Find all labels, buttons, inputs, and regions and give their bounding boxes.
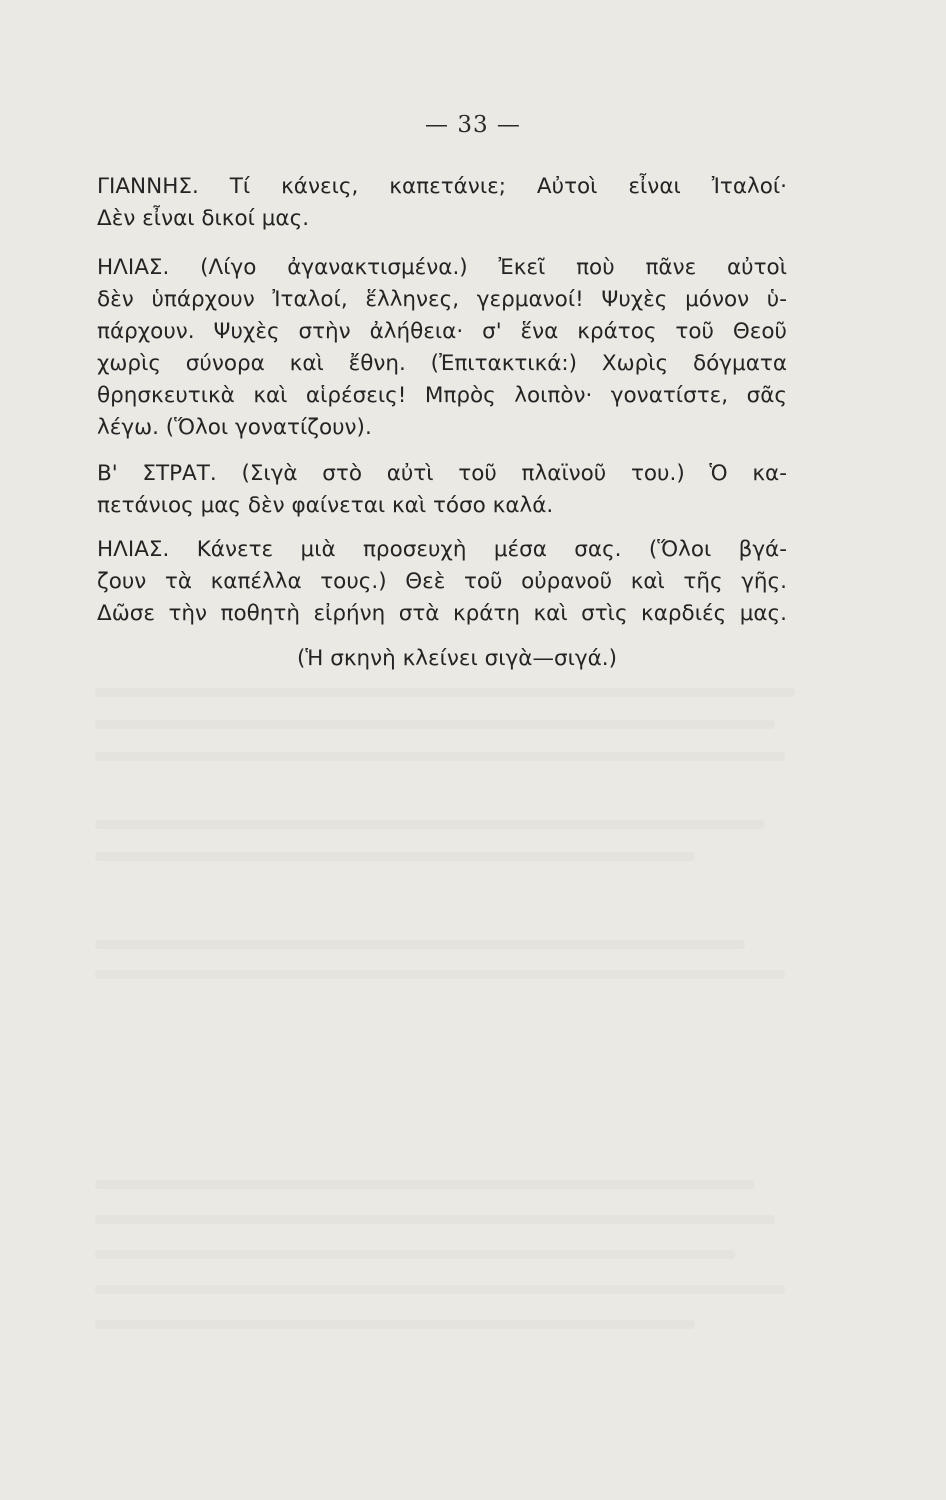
text-line: ζουν τὰ καπέλλα τους.) Θεὲ τοῦ οὐρανοῦ καὶ τῆς γῆς. [97,569,787,594]
bleed-through-mark [95,1180,755,1189]
text-line: πάρχουν. Ψυχὲς στὴν ἀλήθεια· σ' ἕνα κράτος τοῦ Θεοῦ [97,319,787,344]
bleed-through-mark [95,970,785,979]
page-number: — 33 — [425,112,521,138]
bleed-through-mark [95,852,695,861]
text-line: λέγω. (Ὅλοι γονατίζουν). [97,415,372,440]
text-line: χωρὶς σύνορα καὶ ἔθνη. (Ἐπιτακτικά:) Χωρὶς δόγματα [97,351,787,376]
bleed-through-mark [95,1250,735,1259]
bleed-through-mark [95,820,765,829]
bleed-through-mark [95,720,775,729]
bleed-through-mark [95,1320,695,1329]
text-line: Β' ΣΤΡΑΤ. (Σιγὰ στὸ αὐτὶ τοῦ πλαϊνοῦ του.) Ὁ κα- [97,461,787,486]
text-line: ΗΛΙΑΣ. Κάνετε μιὰ προσευχὴ μέσα σας. (Ὅλοι βγά- [97,537,787,562]
paragraph-ilias-1 [97,252,787,444]
bleed-through-mark [95,688,795,697]
closing-stage-direction: (Ἡ σκηνὴ κλείνει σιγὰ—σιγά.) [297,646,617,671]
bleed-through-mark [95,752,785,761]
text-line: Δῶσε τὴν ποθητὴ εἰρήνη στὰ κράτη καὶ στὶς καρδιές μας. [97,601,787,626]
bleed-through-mark [95,1285,785,1294]
text-line: δὲν ὑπάρχουν Ἰταλοί, ἕλληνες, γερμανοί! Ψυχὲς μόνον ὑ- [97,287,787,312]
text-line: ΓΙΑΝΝΗΣ. Τί κάνεις, καπετάνιε; Αὐτοὶ εἶναι Ἰταλοί· [97,174,787,199]
text-line: πετάνιος μας δὲν φαίνεται καὶ τόσο καλά. [97,493,554,518]
paragraph-b-strat [97,458,787,522]
paragraph-giannis [97,171,787,235]
bleed-through-mark [95,1215,775,1224]
text-line: θρησκευτικὰ καὶ αἱρέσεις! Μπρὸς λοιπὸν· γονατίστε, σᾶς [97,383,787,408]
text-line: Δὲν εἶναι δικοί μας. [97,206,310,231]
bleed-through-mark [95,940,745,949]
text-line: ΗΛΙΑΣ. (Λίγο ἀγανακτισμένα.) Ἐκεῖ ποὺ πᾶνε αὐτοὶ [97,255,787,280]
paragraph-ilias-2 [97,534,787,630]
